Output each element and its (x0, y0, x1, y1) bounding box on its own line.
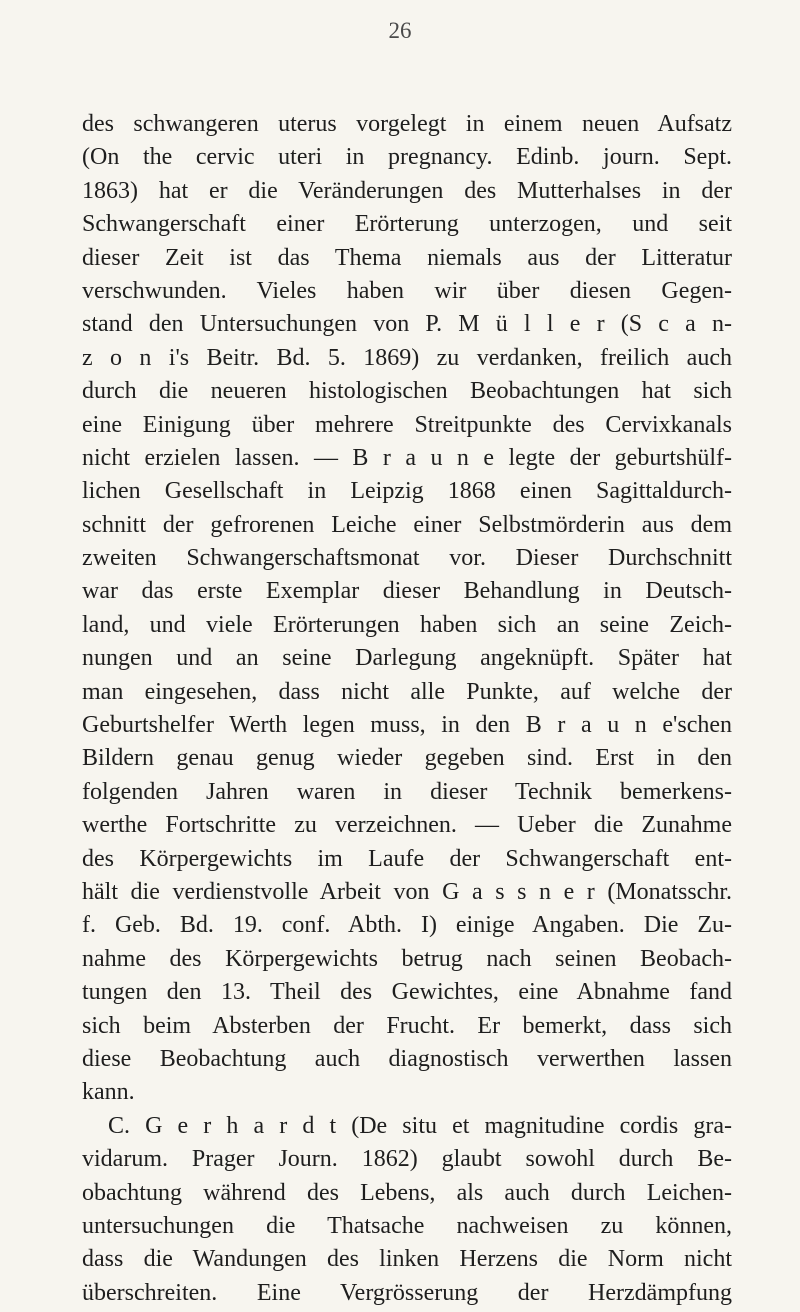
text-line: nungen und an seine Darlegung angeknüpft. Später hat (82, 645, 732, 672)
paragraph-start-line: C. G e r h a r d t (De situ et magnitudine cordis gra- (108, 1112, 732, 1139)
body-text (82, 108, 732, 1310)
text-line: f. Geb. Bd. 19. conf. Abth. I) einige Angaben. Die Zu- (82, 912, 732, 939)
text-line: diese Beobachtung auch diagnostisch verwerthen lassen (82, 1045, 732, 1072)
text-line: nicht erzielen lassen. — B r a u n e legte der geburtshülf- (82, 444, 732, 471)
text-line: dieser Zeit ist das Thema niemals aus der Litteratur (82, 244, 732, 271)
text-line: untersuchungen die Thatsache nachweisen zu können, (82, 1212, 732, 1239)
text-line: man eingesehen, dass nicht alle Punkte, auf welche der (82, 678, 732, 705)
text-line: nahme des Körpergewichts betrug nach seinen Beobach- (82, 945, 732, 972)
text-line: überschreiten. Eine Vergrösserung der Herzdämpfung (82, 1279, 732, 1306)
text-line: des schwangeren uterus vorgelegt in einem neuen Aufsatz (82, 111, 732, 137)
text-line: eine Einigung über mehrere Streitpunkte des Cervixkanals (82, 411, 732, 438)
text-line: des Körpergewichts im Laufe der Schwangerschaft ent- (82, 845, 732, 872)
text-line: werthe Fortschritte zu verzeichnen. — Ueber die Zunahme (82, 812, 732, 839)
text-line: (On the cervic uteri in pregnancy. Edinb. journ. Sept. (82, 144, 732, 171)
text-line: 1863) hat er die Veränderungen des Mutterhalses in der (82, 177, 732, 204)
text-line: dass die Wandungen des linken Herzens die Norm nicht (82, 1246, 732, 1273)
text-line: vidarum. Prager Journ. 1862) glaubt sowohl durch Be- (82, 1146, 732, 1173)
text-line: schnitt der gefrorenen Leiche einer Selbstmörderin aus dem (82, 511, 732, 538)
text-line: obachtung während des Lebens, als auch durch Leichen- (82, 1179, 732, 1206)
text-line: z o n i's Beitr. Bd. 5. 1869) zu verdanken, freilich auch (82, 344, 732, 371)
page-number: 26 (388, 18, 412, 43)
text-line: lichen Gesellschaft in Leipzig 1868 einen Sagittaldurch- (82, 478, 732, 505)
text-line: Schwangerschaft einer Erörterung unterzogen, und seit (82, 211, 732, 238)
text-line: Geburtshelfer Werth legen muss, in den B r a u n e'schen (82, 712, 732, 739)
text-line: stand den Untersuchungen von P. M ü l l e r (S c a n- (82, 311, 732, 338)
text-line: hält die verdienstvolle Arbeit von G a s s n e r (Monatsschr. (82, 878, 732, 905)
text-line: land, und viele Erörterungen haben sich an seine Zeich- (82, 611, 732, 638)
text-line: sich beim Absterben der Frucht. Er bemerkt, dass sich (82, 1012, 732, 1039)
text-line: Bildern genau genug wieder gegeben sind. Erst in den (82, 745, 732, 772)
text-line: verschwunden. Vieles haben wir über diesen Gegen- (82, 277, 732, 304)
text-line: tungen den 13. Theil des Gewichtes, eine Abnahme fand (82, 979, 732, 1006)
paragraph-end-line: kann. (82, 1079, 135, 1106)
text-line: durch die neueren histologischen Beobachtungen hat sich (82, 378, 732, 405)
text-line: war das erste Exemplar dieser Behandlung in Deutsch- (82, 578, 732, 605)
text-line: zweiten Schwangerschaftsmonat vor. Dieser Durchschnitt (82, 545, 732, 572)
text-line: folgenden Jahren waren in dieser Technik bemerkens- (82, 778, 732, 805)
